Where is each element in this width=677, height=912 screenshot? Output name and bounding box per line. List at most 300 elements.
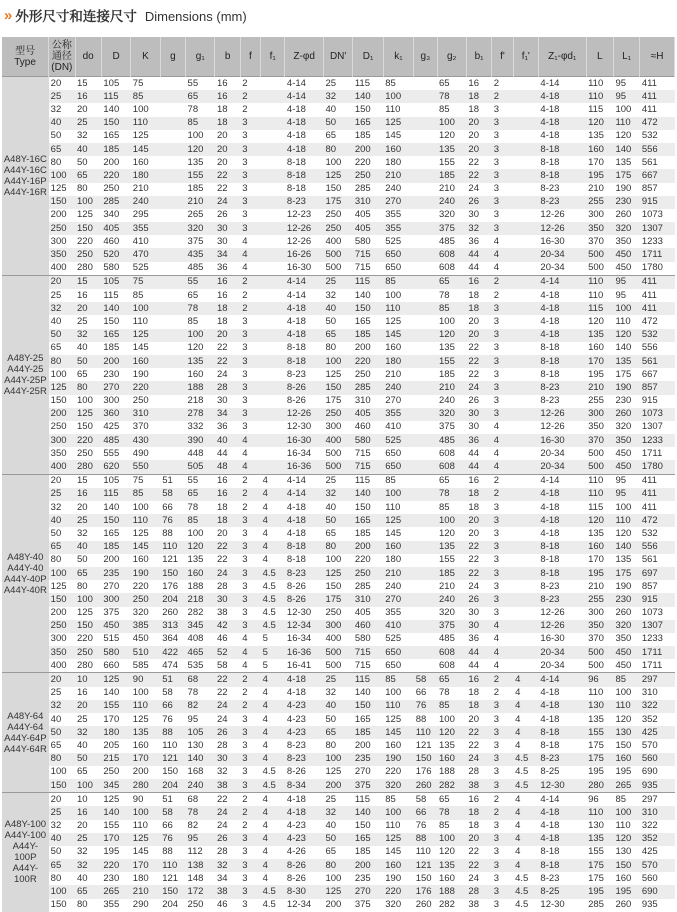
- table-cell: 410: [131, 235, 160, 248]
- table-cell: 22: [466, 368, 491, 381]
- table-cell: 22: [466, 554, 491, 567]
- table-cell: 195: [586, 368, 613, 381]
- table-cell: 300: [586, 607, 613, 620]
- table-cell: 560: [640, 753, 675, 766]
- table-cell: 160: [186, 368, 215, 381]
- table-cell: 24: [466, 183, 491, 196]
- table-cell: [414, 659, 437, 673]
- table-cell: 715: [353, 646, 383, 659]
- table-cell: 285: [586, 899, 613, 912]
- table-cell: 8-23: [538, 381, 586, 394]
- table-cell: 25: [49, 687, 75, 700]
- table-cell: 2: [492, 793, 513, 807]
- table-cell: 115: [101, 488, 130, 501]
- table-cell: 24: [215, 806, 240, 819]
- table-cell: [261, 447, 285, 460]
- table-cell: 40: [323, 501, 352, 514]
- table-cell: 65: [437, 275, 466, 289]
- table-cell: 78: [186, 806, 215, 819]
- table-cell: 4-14: [538, 793, 586, 807]
- table-cell: 135: [586, 713, 613, 726]
- table-cell: 580: [101, 646, 130, 659]
- table-cell: 110: [383, 103, 413, 116]
- table-cell: 3: [492, 753, 513, 766]
- table-cell: 95: [613, 275, 639, 289]
- table-cell: 4: [492, 434, 513, 447]
- table-cell: 125: [49, 580, 75, 593]
- table-row: [2, 541, 675, 554]
- table-cell: 4: [513, 713, 538, 726]
- table-cell: 32: [75, 726, 101, 739]
- table-cell: 105: [101, 77, 130, 91]
- table-cell: 138: [186, 859, 215, 872]
- table-row: [2, 659, 675, 673]
- table-cell: 190: [131, 567, 160, 580]
- table-row: [2, 302, 675, 315]
- table-cell: 4-18: [538, 806, 586, 819]
- table-cell: 50: [75, 753, 101, 766]
- table-cell: 76: [414, 700, 437, 713]
- table-cell: 160: [437, 753, 466, 766]
- table-cell: 100: [49, 368, 75, 381]
- table-cell: 500: [586, 248, 613, 261]
- table-cell: 85: [186, 117, 215, 130]
- table-cell: 100: [383, 289, 413, 302]
- table-cell: [513, 169, 538, 182]
- table-cell: [513, 368, 538, 381]
- table-cell: [414, 488, 437, 501]
- table-cell: 260: [414, 779, 437, 793]
- table-row: [2, 779, 675, 793]
- table-cell: [160, 130, 185, 143]
- table-cell: 34: [215, 248, 240, 261]
- table-cell: 2: [240, 289, 260, 302]
- table-cell: 25: [49, 488, 75, 501]
- table-cell: 160: [383, 342, 413, 355]
- table-cell: 3: [240, 355, 260, 368]
- table-cell: 715: [353, 460, 383, 474]
- table-cell: [414, 222, 437, 235]
- table-cell: 608: [437, 460, 466, 474]
- table-cell: 375: [437, 620, 466, 633]
- table-cell: 200: [101, 156, 130, 169]
- table-cell: 460: [353, 421, 383, 434]
- table-cell: 80: [75, 183, 101, 196]
- table-cell: 145: [383, 329, 413, 342]
- table-cell: 4.5: [513, 753, 538, 766]
- table-cell: 40: [49, 315, 75, 328]
- table-row: [2, 593, 675, 606]
- table-cell: 385: [131, 620, 160, 633]
- table-cell: 200: [323, 899, 352, 912]
- table-cell: 115: [353, 275, 383, 289]
- table-cell: 38: [466, 779, 491, 793]
- table-cell: 100: [131, 302, 160, 315]
- table-cell: 2: [492, 90, 513, 103]
- table-cell: 470: [131, 248, 160, 261]
- table-cell: 4-18: [285, 315, 324, 328]
- table-cell: 310: [353, 196, 383, 209]
- table-cell: 68: [186, 793, 215, 807]
- table-cell: 4.5: [261, 580, 285, 593]
- table-cell: 16: [466, 474, 491, 488]
- table-cell: 8-18: [538, 859, 586, 872]
- table-row: [2, 117, 675, 130]
- table-cell: 18: [466, 289, 491, 302]
- table-cell: 190: [613, 580, 639, 593]
- table-cell: 175: [613, 169, 639, 182]
- table-cell: 185: [101, 541, 130, 554]
- table-cell: 2: [240, 488, 260, 501]
- table-cell: 561: [640, 355, 675, 368]
- table-cell: 121: [160, 753, 185, 766]
- table-row: [2, 103, 675, 116]
- table-cell: 85: [437, 103, 466, 116]
- table-cell: 4: [240, 460, 260, 474]
- table-cell: 100: [49, 766, 75, 779]
- table-cell: 240: [383, 580, 413, 593]
- section-title-en: Dimensions (mm): [144, 9, 247, 24]
- table-cell: 4: [261, 554, 285, 567]
- table-cell: 125: [323, 368, 352, 381]
- table-cell: [513, 541, 538, 554]
- table-cell: 715: [353, 248, 383, 261]
- table-cell: 250: [101, 766, 130, 779]
- table-cell: 85: [383, 77, 413, 91]
- table-cell: 220: [353, 355, 383, 368]
- table-cell: 50: [75, 355, 101, 368]
- table-cell: 80: [49, 355, 75, 368]
- table-cell: [261, 315, 285, 328]
- table-cell: [261, 342, 285, 355]
- table-cell: 1307: [640, 421, 675, 434]
- table-cell: 4: [492, 646, 513, 659]
- table-body: [2, 77, 675, 912]
- table-cell: [414, 501, 437, 514]
- table-cell: 250: [131, 593, 160, 606]
- table-cell: 120: [186, 342, 215, 355]
- table-cell: 4: [513, 859, 538, 872]
- table-cell: 4: [513, 846, 538, 859]
- table-cell: 25: [75, 713, 101, 726]
- table-cell: 20: [215, 329, 240, 342]
- table-cell: 411: [640, 474, 675, 488]
- table-cell: 150: [101, 315, 130, 328]
- table-cell: 8-26: [285, 872, 324, 885]
- table-cell: 160: [131, 355, 160, 368]
- column-header: b₁: [466, 37, 491, 77]
- table-cell: 38: [466, 899, 491, 912]
- table-cell: 3: [492, 567, 513, 580]
- table-cell: 240: [186, 779, 215, 793]
- table-row: [2, 209, 675, 222]
- table-cell: [160, 355, 185, 368]
- table-cell: 485: [101, 434, 130, 447]
- table-cell: 125: [323, 766, 352, 779]
- table-cell: 32: [75, 130, 101, 143]
- table-row: [2, 766, 675, 779]
- table-cell: 15: [75, 474, 101, 488]
- table-cell: 8-23: [285, 753, 324, 766]
- table-cell: 2: [240, 700, 260, 713]
- table-cell: 16: [215, 77, 240, 91]
- table-cell: 58: [160, 488, 185, 501]
- table-cell: 8-18: [538, 169, 586, 182]
- table-cell: 16: [215, 488, 240, 501]
- table-cell: [261, 143, 285, 156]
- table-cell: 210: [437, 183, 466, 196]
- table-cell: 585: [131, 659, 160, 673]
- table-cell: 280: [131, 779, 160, 793]
- table-cell: 355: [383, 209, 413, 222]
- table-cell: 50: [323, 713, 352, 726]
- table-cell: 105: [101, 275, 130, 289]
- table-cell: 120: [586, 117, 613, 130]
- table-cell: 65: [323, 726, 352, 739]
- table-cell: 150: [101, 514, 130, 527]
- table-cell: 4: [240, 248, 260, 261]
- table-cell: 78: [186, 103, 215, 116]
- column-header: f: [240, 37, 260, 77]
- table-row: [2, 846, 675, 859]
- table-cell: 160: [437, 872, 466, 885]
- table-cell: 250: [323, 209, 352, 222]
- table-cell: 935: [640, 779, 675, 793]
- table-cell: 220: [131, 381, 160, 394]
- table-cell: 150: [49, 196, 75, 209]
- table-cell: 450: [613, 460, 639, 474]
- table-cell: 148: [186, 872, 215, 885]
- table-cell: 16-30: [538, 235, 586, 248]
- table-cell: 4: [261, 859, 285, 872]
- table-cell: 34: [215, 408, 240, 421]
- table-cell: 140: [613, 541, 639, 554]
- table-cell: 320: [613, 620, 639, 633]
- table-cell: 220: [131, 580, 160, 593]
- table-cell: 1307: [640, 620, 675, 633]
- table-cell: [513, 183, 538, 196]
- table-cell: 100: [49, 169, 75, 182]
- table-cell: 8-18: [285, 554, 324, 567]
- table-row: [2, 275, 675, 289]
- table-cell: [160, 222, 185, 235]
- table-cell: 4-18: [538, 315, 586, 328]
- table-cell: 66: [414, 687, 437, 700]
- table-cell: 285: [353, 183, 383, 196]
- table-row: [2, 554, 675, 567]
- table-cell: 350: [49, 646, 75, 659]
- table-cell: 2: [492, 673, 513, 687]
- table-cell: 4-23: [285, 713, 324, 726]
- table-cell: 185: [186, 183, 215, 196]
- table-cell: 48: [215, 460, 240, 474]
- table-cell: 285: [353, 381, 383, 394]
- table-cell: 3: [240, 766, 260, 779]
- table-cell: 4.5: [261, 899, 285, 912]
- table-cell: 474: [160, 659, 185, 673]
- table-cell: 3: [240, 779, 260, 793]
- table-cell: 235: [353, 872, 383, 885]
- table-cell: 65: [186, 90, 215, 103]
- table-cell: 4: [261, 541, 285, 554]
- table-cell: 40: [215, 434, 240, 447]
- table-cell: 30: [215, 235, 240, 248]
- table-cell: 20: [466, 527, 491, 540]
- table-cell: 4: [240, 434, 260, 447]
- table-cell: 82: [186, 700, 215, 713]
- table-cell: 12-26: [538, 421, 586, 434]
- table-cell: 95: [186, 833, 215, 846]
- table-cell: 375: [353, 779, 383, 793]
- table-cell: 100: [437, 713, 466, 726]
- table-cell: 135: [186, 554, 215, 567]
- table-cell: 125: [383, 713, 413, 726]
- table-cell: 150: [353, 501, 383, 514]
- table-cell: 140: [353, 806, 383, 819]
- table-cell: 3: [492, 872, 513, 885]
- table-cell: 150: [75, 222, 101, 235]
- table-cell: [513, 593, 538, 606]
- table-cell: 195: [613, 766, 639, 779]
- table-cell: 135: [437, 859, 466, 872]
- table-cell: 4-18: [538, 501, 586, 514]
- table-cell: 410: [383, 620, 413, 633]
- table-cell: [414, 514, 437, 527]
- table-cell: 3: [240, 527, 260, 540]
- table-cell: 16: [466, 275, 491, 289]
- table-cell: 200: [49, 209, 75, 222]
- table-cell: 44: [466, 646, 491, 659]
- table-cell: [160, 235, 185, 248]
- table-cell: 204: [160, 593, 185, 606]
- table-cell: 155: [437, 156, 466, 169]
- table-cell: 110: [586, 77, 613, 91]
- table-cell: 405: [353, 209, 383, 222]
- table-cell: 175: [613, 567, 639, 580]
- table-cell: 165: [353, 713, 383, 726]
- table-cell: 260: [414, 899, 437, 912]
- table-cell: 8-30: [285, 885, 324, 898]
- table-cell: 411: [640, 289, 675, 302]
- table-cell: 115: [586, 302, 613, 315]
- table-cell: 4: [492, 248, 513, 261]
- table-cell: 30: [466, 408, 491, 421]
- table-cell: 8-18: [285, 541, 324, 554]
- table-cell: 76: [160, 833, 185, 846]
- table-cell: 30: [215, 593, 240, 606]
- table-cell: 20: [466, 329, 491, 342]
- table-cell: 32: [49, 501, 75, 514]
- table-cell: 4-14: [538, 77, 586, 91]
- table-cell: 105: [186, 726, 215, 739]
- table-cell: 100: [323, 554, 352, 567]
- table-cell: 195: [586, 567, 613, 580]
- table-cell: 510: [131, 646, 160, 659]
- table-cell: 4: [261, 687, 285, 700]
- table-cell: [513, 659, 538, 673]
- table-cell: 80: [323, 342, 352, 355]
- table-cell: 110: [383, 302, 413, 315]
- table-cell: [414, 554, 437, 567]
- table-cell: 32: [75, 846, 101, 859]
- table-cell: 22: [466, 156, 491, 169]
- table-cell: 400: [49, 262, 75, 276]
- table-cell: 250: [75, 248, 101, 261]
- table-cell: 3: [492, 527, 513, 540]
- table-cell: [261, 408, 285, 421]
- table-cell: 4-14: [285, 488, 324, 501]
- table-cell: 608: [437, 646, 466, 659]
- table-cell: 650: [383, 447, 413, 460]
- table-cell: 185: [353, 130, 383, 143]
- table-cell: 500: [323, 659, 352, 673]
- table-cell: 25: [323, 793, 352, 807]
- table-cell: 16: [75, 806, 101, 819]
- table-cell: 525: [383, 434, 413, 447]
- table-cell: 40: [75, 739, 101, 752]
- table-cell: 125: [383, 117, 413, 130]
- table-cell: 20: [466, 713, 491, 726]
- table-cell: 270: [383, 395, 413, 408]
- table-cell: 220: [75, 434, 101, 447]
- table-cell: 110: [586, 474, 613, 488]
- table-cell: 4: [261, 753, 285, 766]
- table-cell: 50: [323, 833, 352, 846]
- table-cell: 320: [186, 222, 215, 235]
- table-cell: 16: [215, 289, 240, 302]
- table-cell: 140: [353, 488, 383, 501]
- table-cell: 145: [383, 846, 413, 859]
- table-cell: 5: [261, 633, 285, 646]
- table-cell: 110: [131, 820, 160, 833]
- table-cell: 95: [613, 488, 639, 501]
- table-cell: 135: [613, 554, 639, 567]
- table-cell: 915: [640, 395, 675, 408]
- table-cell: 370: [586, 235, 613, 248]
- table-cell: 75: [131, 77, 160, 91]
- table-cell: 4: [261, 474, 285, 488]
- table-cell: 310: [131, 408, 160, 421]
- table-cell: 3: [492, 885, 513, 898]
- table-cell: 165: [353, 833, 383, 846]
- table-cell: 3: [492, 381, 513, 394]
- table-cell: 250: [101, 183, 130, 196]
- table-cell: 4: [513, 820, 538, 833]
- table-cell: 352: [640, 833, 675, 846]
- table-cell: 4-18: [285, 501, 324, 514]
- table-cell: 18: [466, 488, 491, 501]
- table-cell: [513, 514, 538, 527]
- table-cell: 411: [640, 103, 675, 116]
- table-row: [2, 169, 675, 182]
- table-cell: 120: [613, 130, 639, 143]
- table-cell: 24: [215, 820, 240, 833]
- table-cell: 4: [492, 235, 513, 248]
- table-cell: 500: [323, 262, 352, 276]
- table-cell: 20: [49, 793, 75, 807]
- table-cell: 160: [131, 156, 160, 169]
- table-cell: 100: [75, 395, 101, 408]
- table-cell: 8-18: [285, 342, 324, 355]
- table-cell: 155: [101, 700, 130, 713]
- table-cell: 65: [75, 368, 101, 381]
- table-cell: 8-18: [538, 846, 586, 859]
- table-cell: [414, 143, 437, 156]
- table-row: [2, 567, 675, 580]
- table-cell: 400: [323, 434, 352, 447]
- table-cell: 20: [466, 514, 491, 527]
- table-cell: 3: [492, 395, 513, 408]
